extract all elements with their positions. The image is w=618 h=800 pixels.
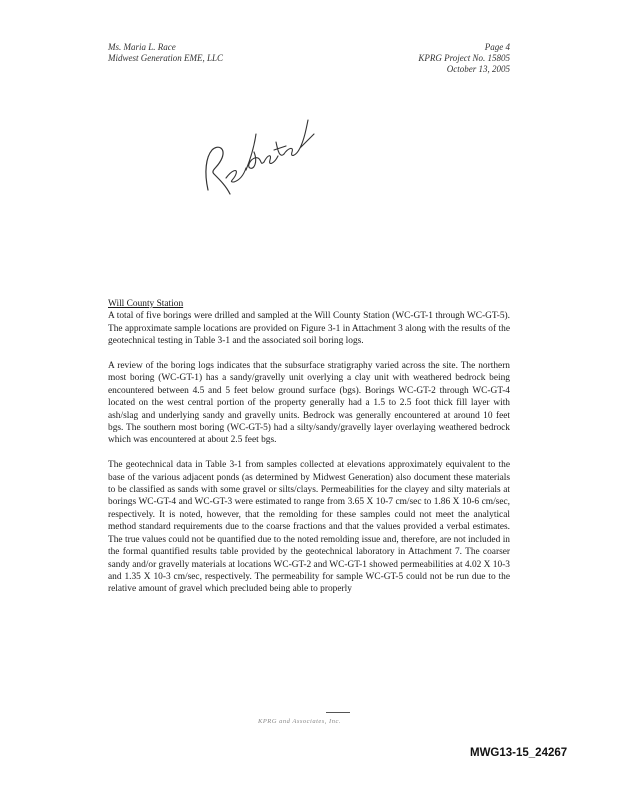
- letter-header-reference: [418, 42, 510, 75]
- recipient-organization: Midwest Generation EME, LLC: [108, 53, 223, 63]
- body-paragraph: A review of the boring logs indicates that the subsurface stratigraphy varied across the site. The northern most boring (WC-GT-1) has a sandy/gravelly unit overlying a clay unit with weathered bedrock being encountered between 4.5 and 5 feet below ground surface (bgs). Borings WC-GT-2 through WC-GT-4 located on the west central portion of the property generally had a 1.5 to 2.5 foot thick fill layer with ash/slag and underlying sandy and gravelly units. Bedrock was generally encountered at around 10 feet bgs. The southern most boring (WC-GT-5) had a silty/sandy/gravelly layer overlaying weathered bedrock which was encountered at about 2.5 feet bgs.: [108, 361, 510, 446]
- body-paragraph: The geotechnical data in Table 3-1 from samples collected at elevations approximately equivalent to the base of the various adjacent ponds (as determined by Midwest Generation) also document these materials to be classified as sands with some gravel or silts/clays. Permeabilities for the clayey and silty materials at borings WC-GT-4 and WC-GT-3 were estimated to range from 3.65 X 10-7 cm/sec to 1.86 X 10-6 cm/sec, respectively. It is noted, however, that the remolding for these samples could not meet the analytical method standard requirements due to the coarse fractions and that the values provided a verbal estimates. The true values could not be quantified due to the noted remolding issue and, therefore, are not included in the formal quantified results table provided by the geotechnical laboratory in Attachment 7. The coarser sandy and/or gravelly materials at locations WC-GT-2 and WC-GT-1 showed permeabilities at 4.02 X 10-3 and 1.35 X 10-3 cm/sec, respectively. The permeability for sample WC-GT-5 could not be run due to the relative amount of gravel which precluded being able to properly: [108, 460, 510, 595]
- footer-company-name: KPRG and Associates, Inc.: [258, 718, 341, 725]
- bates-number: MWG13-15_24267: [470, 747, 568, 759]
- footer-divider: [326, 712, 350, 713]
- body-paragraph: A total of five borings were drilled and sampled at the Will County Station (WC-GT-1 through WC-GT-5). The approximate sample locations are provided on Figure 3-1 in Attachment 3 along with the results of the geotechnical testing in Table 3-1 and the associated soil boring logs.: [108, 311, 510, 347]
- section-title: Will County Station: [108, 299, 184, 309]
- letter-date: October 13, 2005: [446, 64, 510, 74]
- recipient-name: Ms. Maria L. Race: [108, 42, 176, 52]
- letter-body: [108, 298, 510, 608]
- letter-header-recipient: [108, 42, 223, 64]
- page-number: Page 4: [484, 42, 510, 52]
- handwritten-redacted-mark: [196, 112, 326, 202]
- project-number: KPRG Project No. 15805: [418, 53, 510, 63]
